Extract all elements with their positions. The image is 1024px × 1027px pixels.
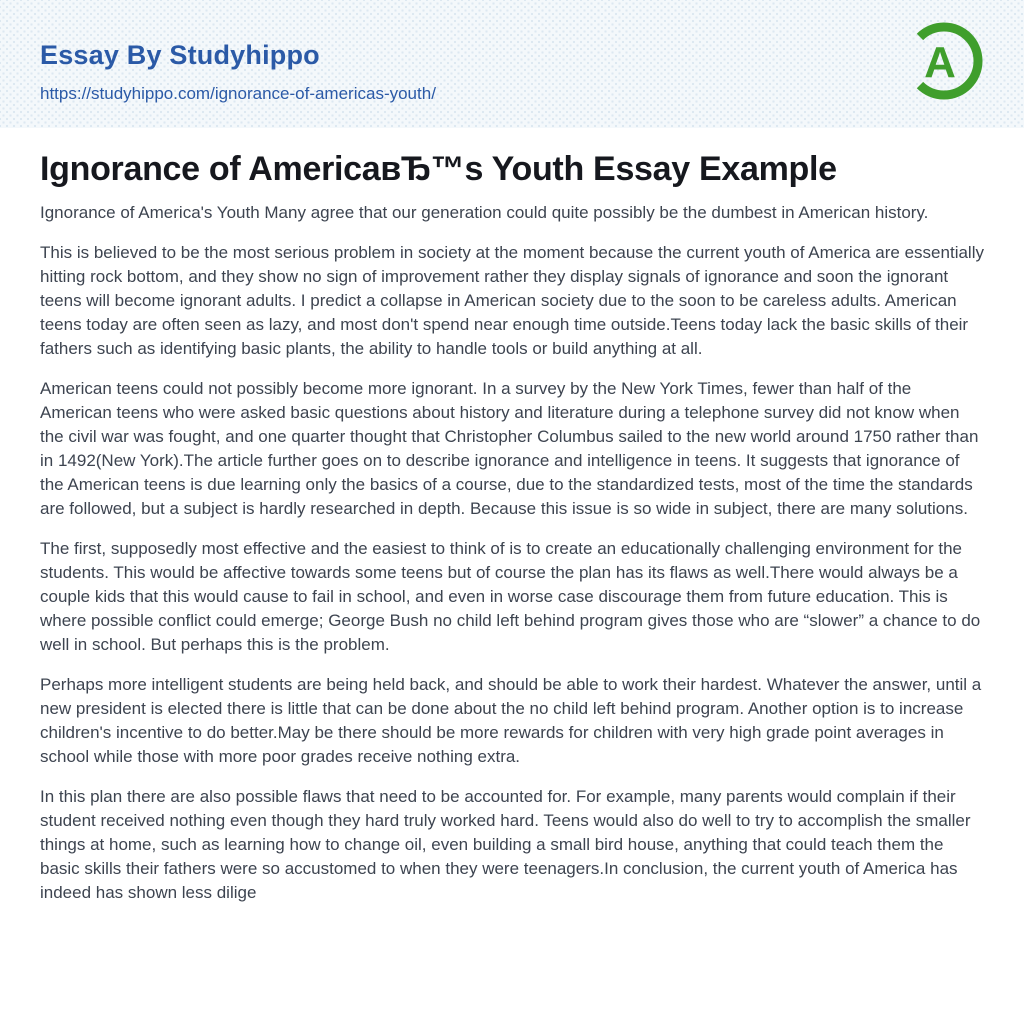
site-title: Essay By Studyhippo <box>40 40 320 70</box>
essay-paragraph-1: Ignorance of America's Youth Many agree that our generation could quite possibly be the dumbest in American history. <box>40 203 929 222</box>
essay-content <box>0 149 1024 905</box>
essay-paragraph-4: The first, supposedly most effective and the easiest to think of is to create an educationally challenging environment for the students. This would be affective towards some teens but of course the plan has its flaws as well.There would always be a couple kids that this would cause to fail in school, and even in worse case discourage them from future education. This is where possible conflict could emerge; George Bush no child left behind program gives those who are “slower” a chance to do well in school. But perhaps this is the problem. <box>40 539 981 654</box>
essay-paragraph-2: This is believed to be the most serious problem in society at the moment because the current youth of America are essentially hitting rock bottom, and they show no sign of improvement rather they display signals of ignorance and soon the ignorant teens will become ignorant adults. I predict a collapse in American society due to the soon to be careless adults. American teens today are often seen as lazy, and most don't spend near enough time outside.Teens today lack the basic skills of their fathers such as identifying basic plants, the ability to handle tools or build anything at all. <box>40 243 984 358</box>
essay-paragraph-6: In this plan there are also possible flaws that need to be accounted for. For example, many parents would complain if their student received nothing even though they hard truly worked hard. Teens would also do well to try to accomplish the smaller things at home, such as learning how to change oil, even building a small bird house, anything that could teach them the basic skills their fathers were so accustomed to when they were teenagers.In conclusion, the current youth of America has indeed has shown less dilige <box>40 787 971 902</box>
essay-title: Ignorance of AmericaвЂ™s Youth Essay Example <box>40 150 837 188</box>
page-header <box>0 0 1024 128</box>
logo-letter: A <box>924 38 956 87</box>
essay-paragraph-3: American teens could not possibly become more ignorant. In a survey by the New York Times, fewer than half of the American teens who were asked basic questions about history and literature during a telephone survey did not know when the civil war was fought, and one quarter thought that Christopher Columbus sailed to the new world around 1750 rather than in 1492(New York).The article further goes on to describe ignorance and intelligence in teens. It suggests that ignorance of the American teens is due learning only the basics of a course, due to the standardized tests, most of the time the standards are followed, but a subject is hardly researched in depth. Because this issue is so wide in subject, there are many solutions. <box>40 379 979 518</box>
studyhippo-logo-icon <box>904 21 984 101</box>
essay-url-link[interactable]: https://studyhippo.com/ignorance-of-americas-youth/ <box>40 84 436 103</box>
essay-paragraph-5: Perhaps more intelligent students are being held back, and should be able to work their hardest. Whatever the answer, until a new president is elected there is little that can be done about the no child left behind program. Another option is to increase children's incentive to do better.May be there should be more rewards for children with very high grade point averages in school while those with more poor grades receive nothing extra. <box>40 675 982 766</box>
